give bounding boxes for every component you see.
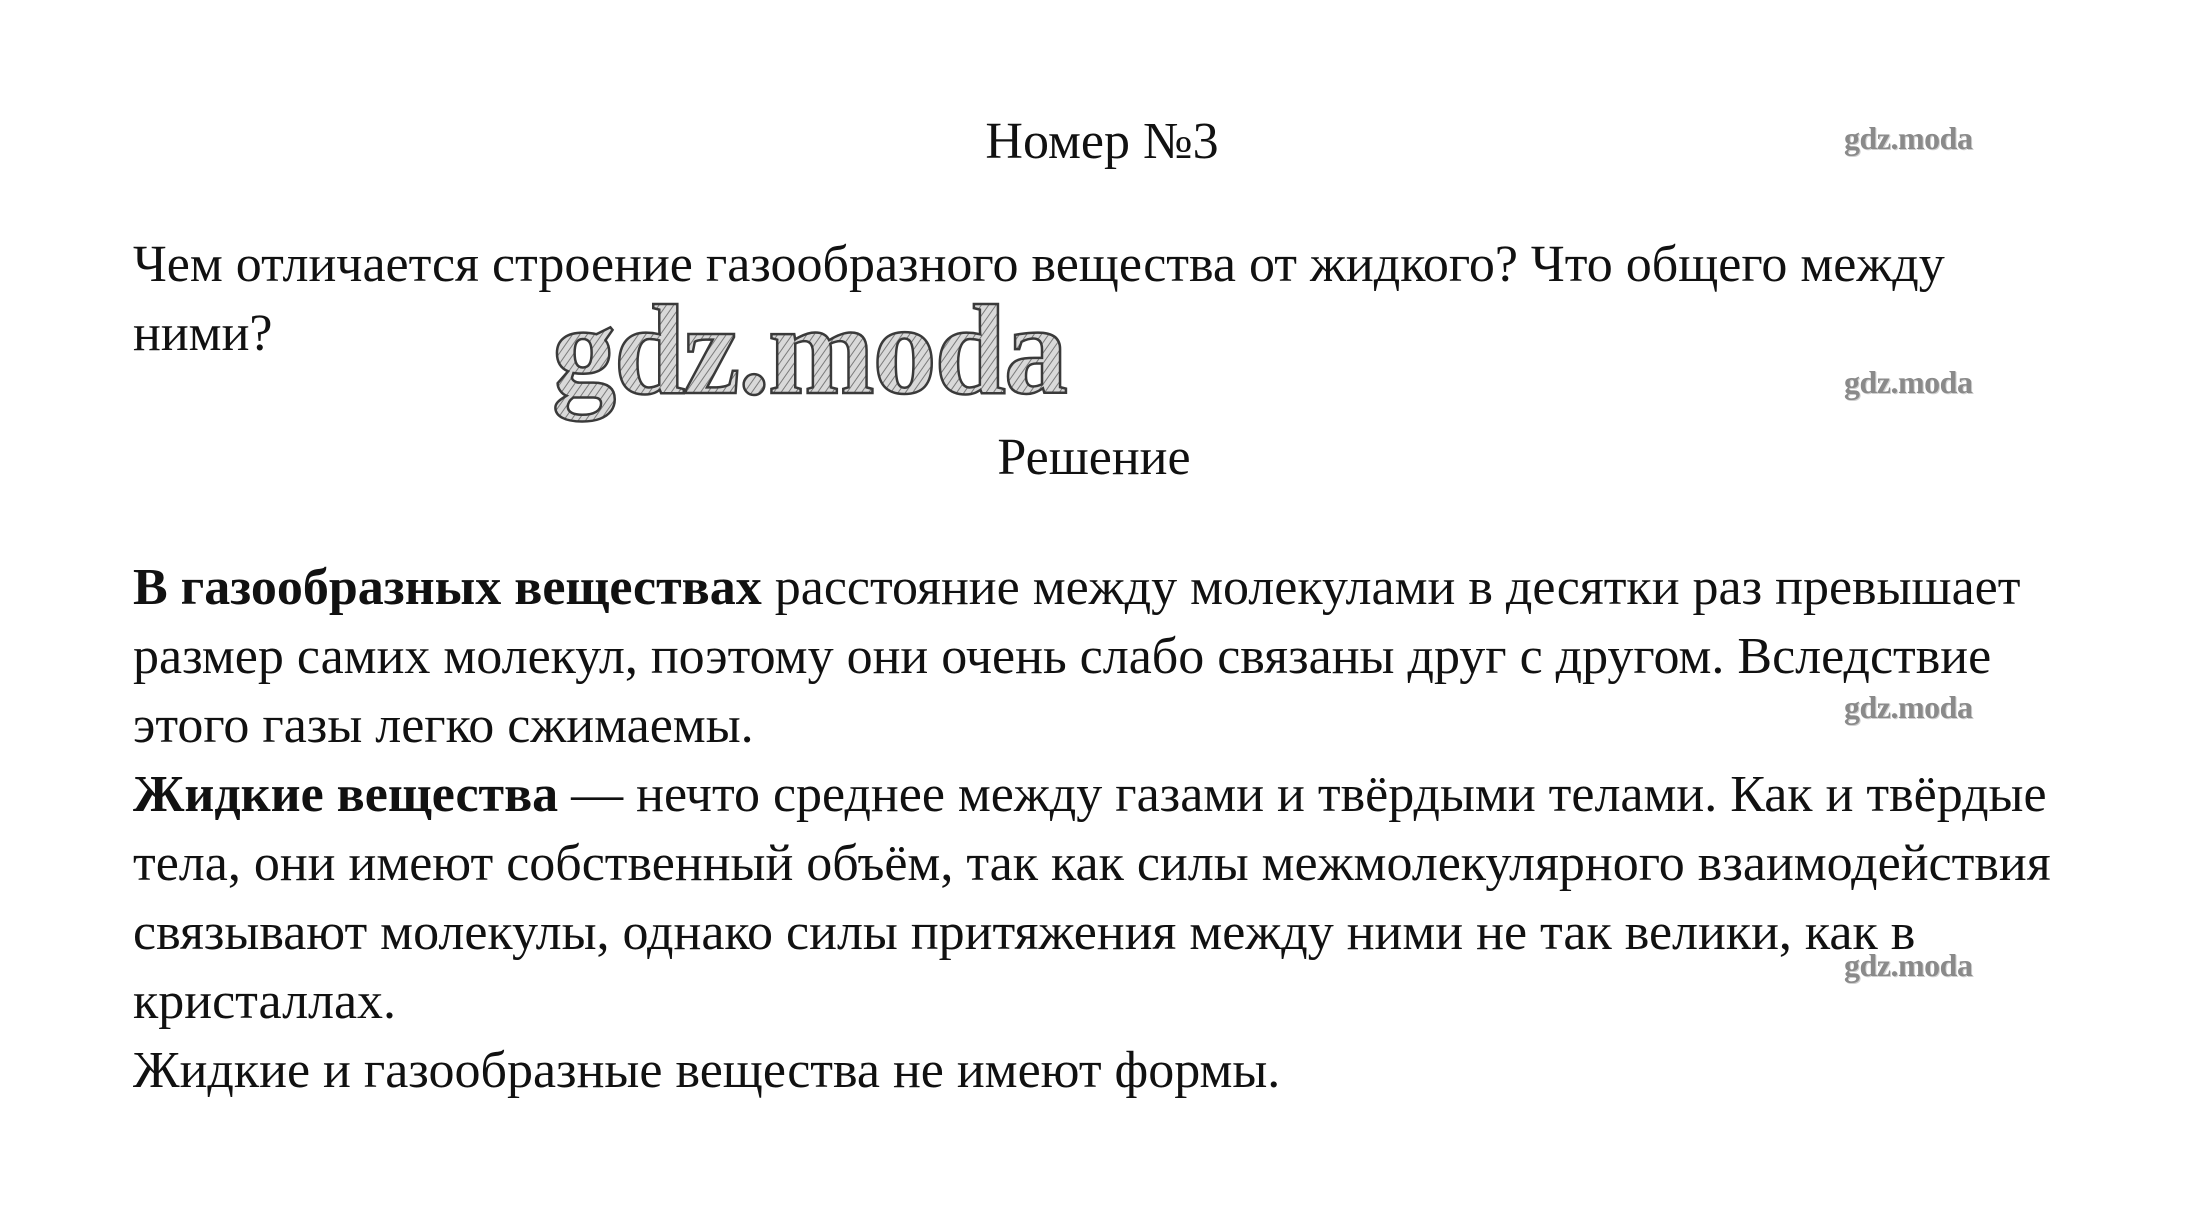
watermark-logo-large xyxy=(548,285,1188,435)
watermark-small-1: gdz.moda xyxy=(1844,120,1973,156)
solution-paragraph-liquids xyxy=(133,760,2093,1036)
question-text: Чем отличается строение газообразного вещества от жидкого? Что общего между ними? xyxy=(133,236,1945,362)
solution-paragraph-gases xyxy=(133,553,2093,760)
watermark-small-3: gdz.moda xyxy=(1844,689,1973,725)
gases-explanation: расстояние между молекулами в десятки раз превышает размер самих молекул, поэтому они очень слабо связаны друг с другом. Вследствие этого газы легко сжимаемы. xyxy=(133,559,2021,754)
page-title-text: Номер №3 xyxy=(985,113,1219,170)
liquids-term: Жидкие вещества xyxy=(133,766,559,823)
watermark-small-2: gdz.moda xyxy=(1844,364,1973,400)
gases-term: В газообразных веществах xyxy=(133,559,762,616)
watermark-small-4: gdz.moda xyxy=(1844,947,1973,983)
liquids-explanation: — нечто среднее между газами и твёрдыми телами. Как и твёрдые тела, они имеют собственный объём, так как силы межмолекулярного взаимодействия связывают молекулы, однако силы притяжения между ними не так велики, как в кристаллах. xyxy=(133,766,2051,1030)
solution-paragraph-conclusion xyxy=(133,1036,2093,1105)
conclusion-text: Жидкие и газообразные вещества не имеют формы. xyxy=(133,1042,1281,1099)
solution-heading: Решение xyxy=(997,429,1191,486)
solution-body xyxy=(133,553,2093,1105)
watermark-logo-large-text: gdz.moda xyxy=(552,285,1066,421)
